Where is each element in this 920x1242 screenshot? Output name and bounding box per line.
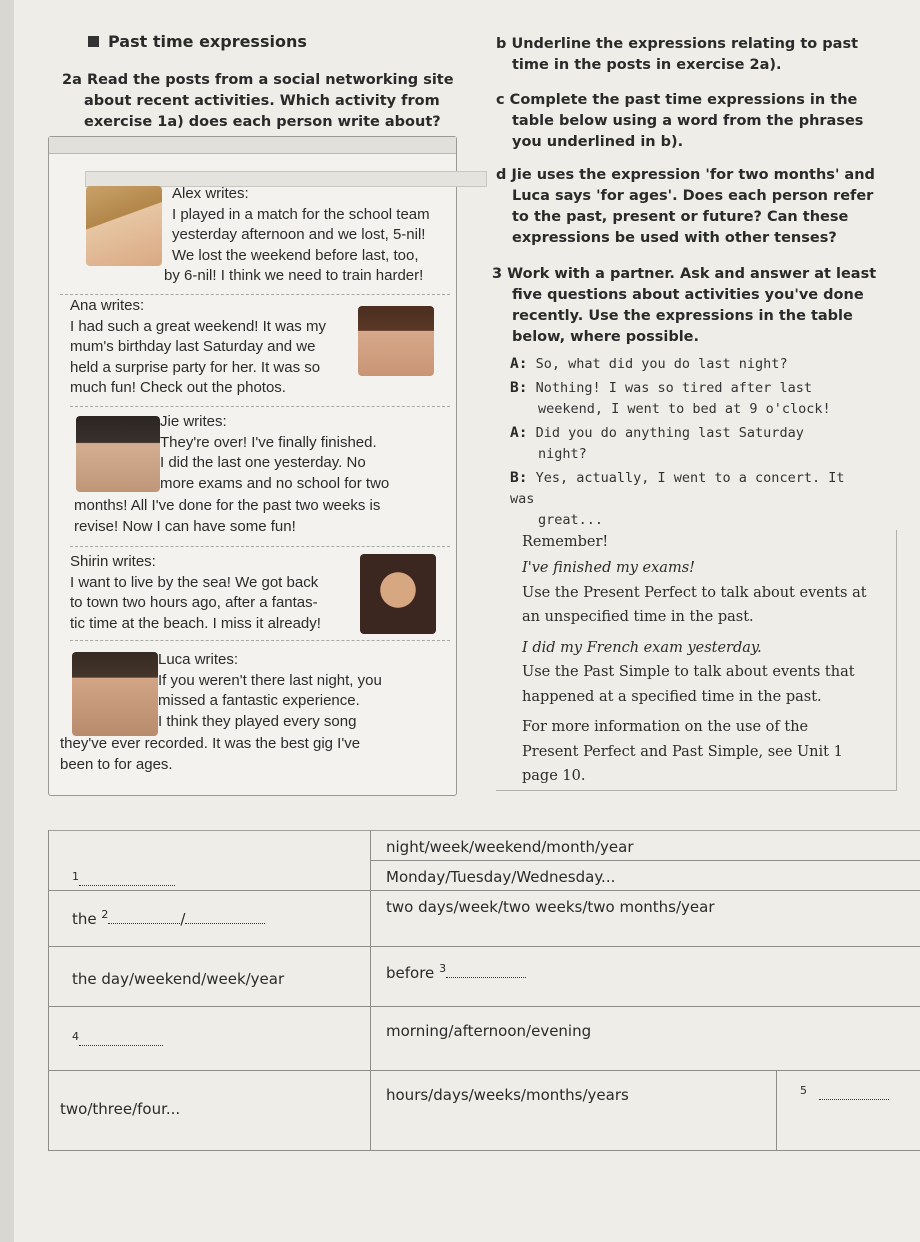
exercise-3-line: below, where possible. <box>512 329 700 345</box>
table-cell-blank-4[interactable] <box>72 1030 163 1050</box>
post-line: months! All I've done for the past two weeks is <box>74 497 381 514</box>
post-author: Ana writes: <box>70 297 145 314</box>
exercise-2a-number: 2a <box>62 72 82 88</box>
blank-line <box>79 885 175 886</box>
remember-rule-line: happened at a specified time in the past. <box>522 688 822 705</box>
table-word: the <box>72 910 97 928</box>
post-author: Jie writes: <box>160 413 227 430</box>
exercise-3-line: five questions about activities you've done <box>512 287 864 303</box>
exercise-2a-line: exercise 1a) does each person write about? <box>84 114 441 130</box>
ana-photo <box>358 306 434 376</box>
remember-more-line: page 10. <box>522 768 586 784</box>
blank-number: 1 <box>72 870 79 883</box>
jie-photo <box>76 416 160 492</box>
past-time-expressions-table <box>48 830 920 1152</box>
post-line: tic time at the beach. I miss it already! <box>70 614 321 632</box>
post-line: held a surprise party for her. It was so <box>70 358 321 376</box>
remember-title: Remember! <box>522 534 609 550</box>
post-line: We lost the weekend before last, too, <box>172 246 419 264</box>
post-line: I think they played every song <box>158 712 357 730</box>
table-cell: morning/afternoon/evening <box>386 1022 592 1040</box>
divider <box>70 640 450 641</box>
post-line: they've ever recorded. It was the best gig I've <box>60 735 361 752</box>
post-line: mum's birthday last Saturday and we <box>70 338 316 355</box>
textbook-page <box>14 0 920 1242</box>
remember-content <box>522 556 892 789</box>
table-rule <box>776 1070 777 1150</box>
exercise-b-line: time in the posts in exercise 2a). <box>512 57 782 73</box>
dialogue-line: Yes, actually, I went to a concert. It was <box>510 470 845 507</box>
post-author: Alex writes: <box>172 185 249 202</box>
table-cell: two/three/four... <box>60 1100 181 1118</box>
exercise-b-label: b <box>496 36 507 52</box>
alex-photo <box>86 186 162 266</box>
post-line: I want to live by the sea! We got back <box>70 573 319 591</box>
post-line: I did the last one yesterday. No <box>160 454 366 471</box>
divider <box>70 406 450 407</box>
table-cell-blank-2[interactable] <box>72 908 265 928</box>
dialogue-line: Did you do anything last Saturday <box>535 425 804 441</box>
dialogue-line: great... <box>538 512 604 528</box>
remember-rule-line: an unspecified time in the past. <box>522 609 754 625</box>
example-dialogue <box>510 354 870 531</box>
dialogue-line: So, what did you do last night? <box>535 356 788 372</box>
table-rule <box>48 1070 920 1071</box>
post-ana <box>70 296 326 399</box>
table-rule <box>48 830 49 1150</box>
exercise-b-line: Underline the expressions relating to past <box>511 36 859 52</box>
table-cell-blank-1[interactable] <box>72 870 175 890</box>
table-cell: the day/weekend/week/year <box>72 970 285 988</box>
speaker: A: <box>510 356 528 372</box>
table-cell: two days/week/two weeks/two months/year <box>386 898 715 916</box>
divider <box>60 294 450 295</box>
blank-line <box>108 923 180 924</box>
exercise-3-line: recently. Use the expressions in the table <box>512 308 853 324</box>
blank-line <box>819 1099 889 1100</box>
post-line: revise! Now I can have some fun! <box>74 517 296 535</box>
exercise-c <box>496 90 863 153</box>
exercise-2a-line: Read the posts from a social networking site <box>86 72 454 88</box>
post-line: I played in a match for the school team <box>172 205 430 223</box>
dialogue-line: weekend, I went to bed at 9 o'clock! <box>538 401 831 417</box>
table-rule <box>48 946 920 947</box>
exercise-d-line: Jie uses the expression 'for two months' and <box>511 167 875 183</box>
exercise-2a-line: about recent activities. Which activity from <box>84 93 440 109</box>
dialogue-line: Nothing! I was so tired after last <box>535 380 812 396</box>
post-line: I had such a great weekend! It was my <box>70 317 326 335</box>
speaker: A: <box>510 425 528 441</box>
window-title-bar <box>49 137 456 154</box>
exercise-d-line: to the past, present or future? Can these <box>512 209 849 225</box>
shirin-photo <box>360 554 436 634</box>
post-shirin <box>70 552 321 634</box>
remember-example: I've finished my exams! <box>522 560 695 576</box>
post-alex <box>172 184 430 266</box>
divider <box>70 546 450 547</box>
post-jie <box>160 412 389 494</box>
dialogue-line: night? <box>538 446 587 462</box>
table-rule <box>48 1006 920 1007</box>
post-line: to town two hours ago, after a fantas- <box>70 594 318 611</box>
table-cell-blank-5[interactable] <box>800 1084 889 1104</box>
post-line: by 6-nil! I think we need to train harder! <box>164 267 424 284</box>
post-line: missed a fantastic experience. <box>158 692 360 709</box>
blank-separator: / <box>180 910 186 928</box>
table-rule <box>48 1150 920 1151</box>
table-rule <box>370 830 371 1150</box>
exercise-b <box>496 34 858 76</box>
square-bullet-icon <box>88 36 99 47</box>
luca-photo <box>72 652 158 736</box>
blank-line <box>185 923 265 924</box>
post-line: more exams and no school for two <box>160 474 390 492</box>
remember-rule-line: Use the Present Perfect to talk about events at <box>522 584 867 601</box>
exercise-3-line: Work with a partner. Ask and answer at least <box>507 266 877 282</box>
blank-number: 2 <box>101 908 109 921</box>
blank-number: 3 <box>439 962 447 975</box>
exercise-3-number: 3 <box>492 266 503 282</box>
exercise-c-line: Complete the past time expressions in the <box>509 92 858 108</box>
exercise-d-label: d <box>496 167 507 183</box>
table-cell: night/week/weekend/month/year <box>386 838 634 856</box>
exercise-3 <box>492 264 876 348</box>
exercise-c-line: you underlined in b). <box>512 134 684 150</box>
speaker: B: <box>510 470 528 486</box>
blank-line <box>446 977 526 978</box>
exercise-d-line: expressions be used with other tenses? <box>512 230 837 246</box>
speaker: B: <box>510 380 528 396</box>
blank-line <box>79 1045 163 1046</box>
exercise-d-line: Luca says 'for ages'. Does each person refer <box>512 188 874 204</box>
remember-more-line: For more information on the use of the <box>522 719 809 735</box>
post-line: been to for ages. <box>60 755 173 773</box>
remember-more-line: Present Perfect and Past Simple, see Unit 1 <box>522 743 843 760</box>
post-author: Shirin writes: <box>70 553 156 570</box>
post-jie-tail <box>74 496 380 537</box>
exercise-c-label: c <box>496 92 505 108</box>
table-cell: hours/days/weeks/months/years <box>386 1086 629 1104</box>
table-word: before <box>386 964 435 982</box>
blank-number: 5 <box>800 1084 807 1097</box>
table-cell-blank-3[interactable] <box>386 962 526 982</box>
post-line: yesterday afternoon and we lost, 5-nil! <box>172 226 426 243</box>
blank-number: 4 <box>72 1030 79 1043</box>
table-cell: Monday/Tuesday/Wednesday... <box>386 868 616 886</box>
table-rule <box>48 830 920 831</box>
exercise-2a <box>62 70 454 133</box>
post-line: If you weren't there last night, you <box>158 671 382 689</box>
exercise-d <box>496 165 875 249</box>
post-line: much fun! Check out the photos. <box>70 379 286 396</box>
post-luca-tail <box>60 734 360 775</box>
section-heading: Past time expressions <box>108 32 307 51</box>
post-luca <box>158 650 382 732</box>
remember-rule-line: Use the Past Simple to talk about events that <box>522 664 855 680</box>
post-line: They're over! I've finally finished. <box>160 433 377 451</box>
post-author: Luca writes: <box>158 651 239 668</box>
table-rule <box>370 860 920 861</box>
exercise-c-line: table below using a word from the phrases <box>512 113 864 129</box>
remember-example: I did my French exam yesterday. <box>522 639 762 656</box>
table-rule <box>48 890 920 891</box>
